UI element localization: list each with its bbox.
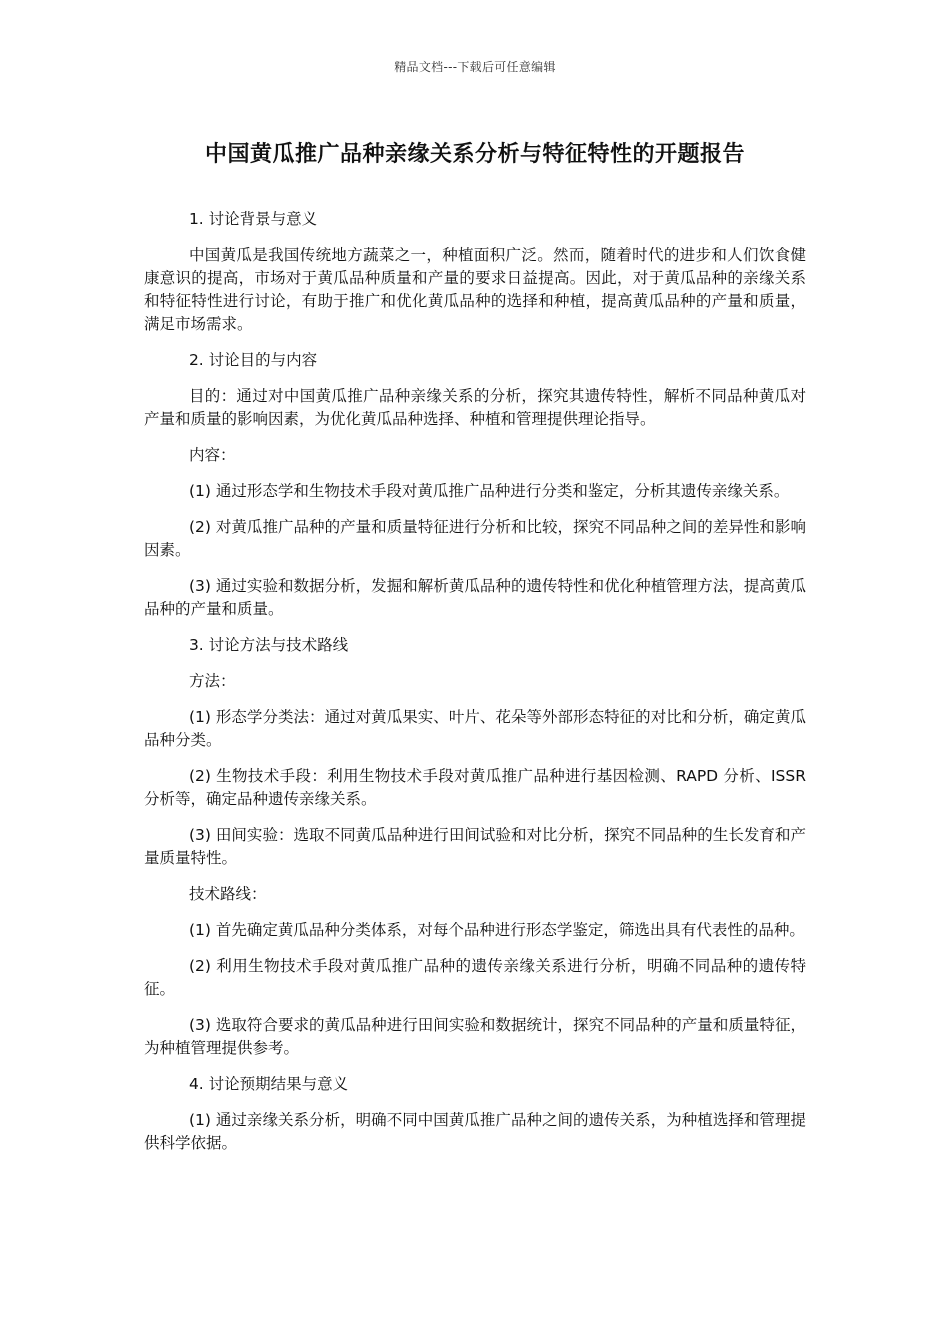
paragraph-purpose: 目的：通过对中国黄瓜推广品种亲缘关系的分析，探究其遗传特性，解析不同品种黄瓜对产量和质量的影响因素，为优化黄瓜品种选择、种植和管理提供理论指导。	[144, 387, 806, 428]
header-note: 精品文档---下载后可任意编辑	[394, 60, 556, 74]
section-heading-results: 4. 讨论预期结果与意义	[188, 1075, 349, 1093]
list-item-result-1: (1) 通过亲缘关系分析，明确不同中国黄瓜推广品种之间的遗传关系，为种植选择和管理提供科学依据。	[144, 1111, 806, 1152]
section-heading-background: 1. 讨论背景与意义	[188, 210, 318, 228]
paragraph-content-label: 内容：	[188, 446, 236, 464]
list-item-route-3: (3) 选取符合要求的黄瓜品种进行田间实验和数据统计，探究不同品种的产量和质量特征，为种植管理提供参考。	[144, 1016, 806, 1057]
list-item-content-1: (1) 通过形态学和生物技术手段对黄瓜推广品种进行分类和鉴定，分析其遗传亲缘关系。	[188, 482, 790, 500]
section-heading-purpose: 2. 讨论目的与内容	[188, 351, 318, 369]
section-heading-methods: 3. 讨论方法与技术路线	[188, 636, 349, 654]
list-item-route-1: (1) 首先确定黄瓜品种分类体系，对每个品种进行形态学鉴定，筛选出具有代表性的品种。	[188, 921, 805, 939]
list-item-route-2: (2) 利用生物技术手段对黄瓜推广品种的遗传亲缘关系进行分析，明确不同品种的遗传特征。	[144, 957, 806, 998]
list-item-method-2: (2) 生物技术手段：利用生物技术手段对黄瓜推广品种进行基因检测、RAPD 分析、ISSR 分析等，确定品种遗传亲缘关系。	[144, 767, 806, 808]
list-item-content-2: (2) 对黄瓜推广品种的产量和质量特征进行分析和比较，探究不同品种之间的差异性和影响因素。	[144, 518, 806, 559]
paragraph-methods-label: 方法：	[188, 672, 236, 690]
list-item-method-1: (1) 形态学分类法：通过对黄瓜果实、叶片、花朵等外部形态特征的对比和分析，确定黄瓜品种分类。	[144, 708, 806, 749]
paragraph-background: 中国黄瓜是我国传统地方蔬菜之一，种植面积广泛。然而，随着时代的进步和人们饮食健康意识的提高，市场对于黄瓜品种质量和产量的要求日益提高。因此，对于黄瓜品种的亲缘关系和特征特性进行讨论，有助于推广和优化黄瓜品种的选择和种植，提高黄瓜品种的产量和质量，满足市场需求。	[144, 246, 806, 333]
document-title: 中国黄瓜推广品种亲缘关系分析与特征特性的开题报告	[204, 142, 745, 167]
document-body	[144, 208, 806, 1168]
paragraph-route-label: 技术路线：	[188, 885, 267, 903]
list-item-content-3: (3) 通过实验和数据分析，发掘和解析黄瓜品种的遗传特性和优化种植管理方法，提高黄瓜品种的产量和质量。	[144, 577, 806, 618]
list-item-method-3: (3) 田间实验：选取不同黄瓜品种进行田间试验和对比分析，探究不同品种的生长发育和产量质量特性。	[144, 826, 806, 867]
